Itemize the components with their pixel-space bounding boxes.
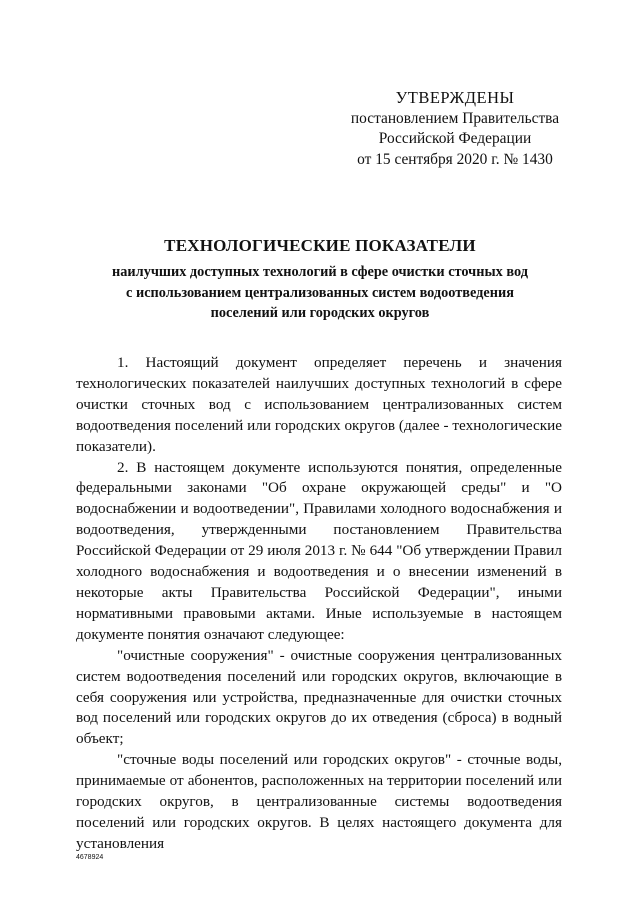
document-subtitle-line-3: поселений или городских округов [210, 305, 430, 321]
approval-line-1: постановлением Правительства [350, 109, 560, 127]
approval-line-2: Российской Федерации [378, 130, 532, 147]
document-subtitle [60, 262, 580, 324]
document-subtitle-line-2: с использованием централизованных систем водоотведения [126, 284, 514, 301]
document-number: 4678924 [76, 854, 104, 861]
approval-title: УТВЕРЖДЕНЫ [395, 88, 515, 107]
paragraph-4: "сточные воды поселений или городских округов" - сточные воды, принимаемые от абонентов, расположенных на территории поселений или городских округов, в централизованные системы водоотведения поселений или городских округов. В целях настоящего документа для установления [76, 751, 562, 852]
paragraph-2: 2. В настоящем документе используются понятия, определенные федеральными законами "Об охране окружающей среды" и "О водоснабжении и водоотведении", Правилами холодного водоснабжения и водоотведения, утвержденными постановлением Правительства Российской Федерации от 29 июля 2013 г. № 644 "Об утверждении Правил холодного водоснабжения и водоотведения и о внесении изменений в некоторые акты Правительства Российской Федерации", иными нормативными правовыми актами. Иные используемые в настоящем документе понятия означают следующее: [76, 458, 562, 643]
document-title [60, 235, 580, 324]
document-subtitle-line-1: наилучших доступных технологий в сфере очистки сточных вод [112, 264, 528, 280]
document-body [76, 353, 562, 855]
approval-line-3: от 15 сентября 2020 г. № 1430 [357, 150, 553, 168]
paragraph-1: 1. Настоящий документ определяет перечень и значения технологических показателей наилучших доступных технологий в сфере очистки сточных вод с использованием централизованных систем водоотведения поселений или городских округов (далее - технологические показатели). [76, 354, 562, 455]
approval-block [340, 88, 570, 170]
paragraph-3: "очистные сооружения" - очистные сооружения централизованных систем водоотведения поселений или городских округов, включающие в себя сооружения или устройства, предназначенные для очистки сточных вод поселений или городских округов до их отведения (сброса) в водный объект; [76, 646, 562, 748]
document-title-main: ТЕХНОЛОГИЧЕСКИЕ ПОКАЗАТЕЛИ [164, 236, 476, 255]
